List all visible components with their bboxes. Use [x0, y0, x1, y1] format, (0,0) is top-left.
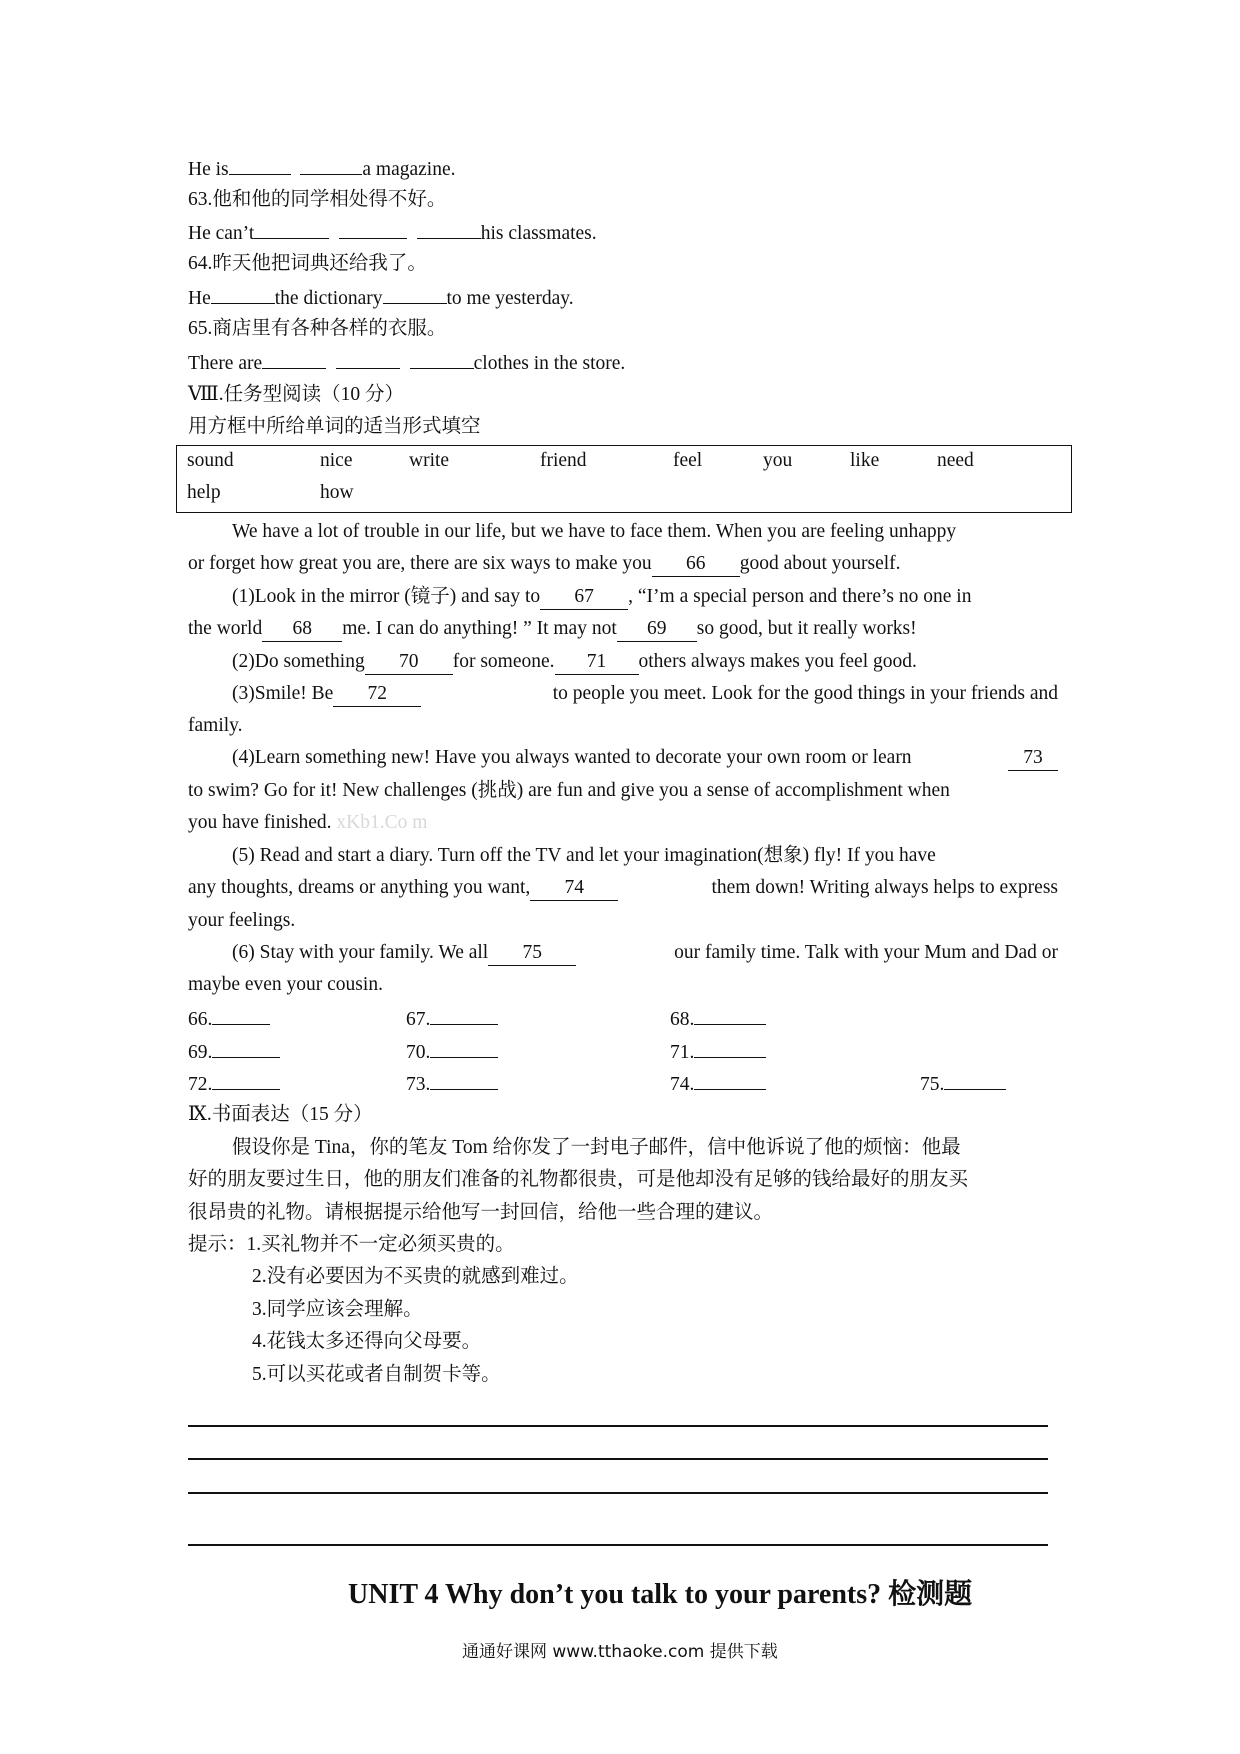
answer-blank[interactable]: [212, 1006, 270, 1025]
hint-5: 5.可以买花或者自制贺卡等。: [252, 1364, 501, 1385]
passage-line: (5) Read and start a diary. Turn off the TV and let your imagination(想象) fly! If you have: [232, 845, 936, 866]
numbered-blank: 72: [333, 682, 421, 707]
numbered-blank: 68: [262, 617, 342, 642]
answer-71: 71.: [670, 1039, 766, 1065]
passage-line: or forget how great you are, there are six ways to make you 66 good about yourself.: [188, 552, 901, 577]
blank: [383, 285, 447, 304]
blank: [336, 350, 400, 369]
watermark: xKb1.Co m: [336, 812, 428, 833]
answer-69: 69.: [188, 1039, 280, 1065]
question-65: 65.商店里有各种各样的衣服。: [188, 318, 447, 339]
answer-67: 67.: [406, 1006, 498, 1032]
passage-line: the world 68 me. I can do anything! ” It may not 69 so good, but it really works!: [188, 617, 917, 642]
answer-blank[interactable]: [694, 1071, 766, 1090]
word-item: friend: [540, 450, 587, 471]
answer-blank[interactable]: [212, 1071, 280, 1090]
sentence-62: He is a magazine.: [188, 156, 456, 182]
hint-3: 3.同学应该会理解。: [252, 1299, 423, 1320]
passage-line: you have finished. xKb1.Co m: [188, 812, 428, 833]
passage-line: We have a lot of trouble in our life, but we have to face them. When you are feeling unhappy: [232, 521, 957, 542]
passage-line: (1)Look in the mirror (镜子) and say to 67 , “I’m a special person and there’s no one in: [232, 585, 971, 610]
passage-line: maybe even your cousin.: [188, 974, 383, 995]
passage-line: any thoughts, dreams or anything you want, 74 them down! Writing always helps to express: [188, 876, 1058, 901]
answer-74: 74.: [670, 1071, 766, 1097]
answer-blank[interactable]: [694, 1006, 766, 1025]
passage-line: family.: [188, 715, 243, 736]
sentence-63: He can’t his classmates.: [188, 220, 597, 246]
blank: [262, 350, 326, 369]
word-item: you: [763, 450, 793, 471]
answer-blank[interactable]: [430, 1071, 498, 1090]
blank: [410, 350, 474, 369]
blank: [254, 220, 329, 239]
question-64: 64.昨天他把词典还给我了。: [188, 253, 427, 274]
word-item: feel: [673, 450, 703, 471]
numbered-blank: 74: [530, 876, 618, 901]
question-63: 63.他和他的同学相处得不好。: [188, 189, 447, 210]
numbered-blank: 75: [488, 941, 576, 966]
hint-label: 提示：: [188, 1234, 247, 1255]
writing-line[interactable]: [188, 1458, 1048, 1460]
section-9-heading: Ⅸ.书面表达（15 分）: [188, 1104, 373, 1125]
blank: [211, 285, 275, 304]
prompt-line: 很昂贵的礼物。请根据提示给他写一封回信，给他一些合理的建议。: [188, 1202, 774, 1223]
writing-line[interactable]: [188, 1425, 1048, 1427]
answer-75: 75.: [920, 1071, 1006, 1097]
numbered-blank: 69: [617, 617, 697, 642]
word-item: write: [409, 450, 450, 471]
numbered-blank: 73: [1008, 746, 1058, 771]
section-8-instruction: 用方框中所给单词的适当形式填空: [188, 416, 481, 437]
prompt-line: 假设你是 Tina，你的笔友 Tom 给你发了一封电子邮件，信中他诉说了他的烦恼：他最: [232, 1137, 961, 1158]
answer-73: 73.: [406, 1071, 498, 1097]
section-8-heading: Ⅷ.任务型阅读（10 分）: [188, 384, 404, 405]
answer-66: 66.: [188, 1006, 270, 1032]
word-item: how: [320, 482, 354, 503]
prompt-line: 好的朋友要过生日，他的朋友们准备的礼物都很贵，可是他却没有足够的钱给最好的朋友买: [188, 1169, 969, 1190]
numbered-blank: 71: [555, 650, 639, 675]
hint-4: 4.花钱太多还得向父母要。: [252, 1331, 482, 1352]
passage-line: (3)Smile! Be 72 to people you meet. Look for the good things in your friends and: [232, 682, 1058, 707]
writing-line[interactable]: [188, 1544, 1048, 1546]
answer-blank[interactable]: [212, 1039, 280, 1058]
answer-blank[interactable]: [430, 1039, 498, 1058]
sentence-65: There are clothes in the store.: [188, 350, 625, 376]
answer-70: 70.: [406, 1039, 498, 1065]
blank: [229, 156, 291, 175]
passage-line: (2)Do something 70 for someone. 71 others always makes you feel good.: [232, 650, 917, 675]
word-item: like: [850, 450, 880, 471]
word-item: sound: [187, 450, 234, 471]
blank: [417, 220, 481, 239]
hint-2: 2.没有必要因为不买贵的就感到难过。: [252, 1266, 579, 1287]
numbered-blank: 70: [365, 650, 453, 675]
hint-1: 提示：1.买礼物并不一定必须买贵的。: [188, 1234, 515, 1255]
passage-line: (6) Stay with your family. We all 75 our family time. Talk with your Mum and Dad or: [232, 941, 1058, 966]
blank: [339, 220, 407, 239]
sentence-64: He the dictionary to me yesterday.: [188, 285, 574, 311]
passage-line: your feelings.: [188, 910, 296, 931]
answer-blank[interactable]: [694, 1039, 766, 1058]
blank: [300, 156, 362, 175]
answer-blank[interactable]: [430, 1006, 498, 1025]
writing-line[interactable]: [188, 1492, 1048, 1494]
unit-title: UNIT 4 Why don’t you talk to your parents? 检测题: [348, 1579, 973, 1610]
passage-line: (4)Learn something new! Have you always wanted to decorate your own room or learn 73: [232, 746, 1058, 771]
passage-line: to swim? Go for it! New challenges (挑战) are fun and give you a sense of accomplishment when: [188, 780, 950, 801]
answer-blank[interactable]: [944, 1071, 1006, 1090]
word-item: nice: [320, 450, 353, 471]
numbered-blank: 66: [652, 552, 740, 577]
footer-text: 通通好课网 www.tthaoke.com 提供下载: [462, 1642, 778, 1662]
word-box: [176, 445, 1072, 513]
word-item: need: [937, 450, 974, 471]
answer-72: 72.: [188, 1071, 280, 1097]
numbered-blank: 67: [540, 585, 628, 610]
word-item: help: [187, 482, 221, 503]
answer-68: 68.: [670, 1006, 766, 1032]
